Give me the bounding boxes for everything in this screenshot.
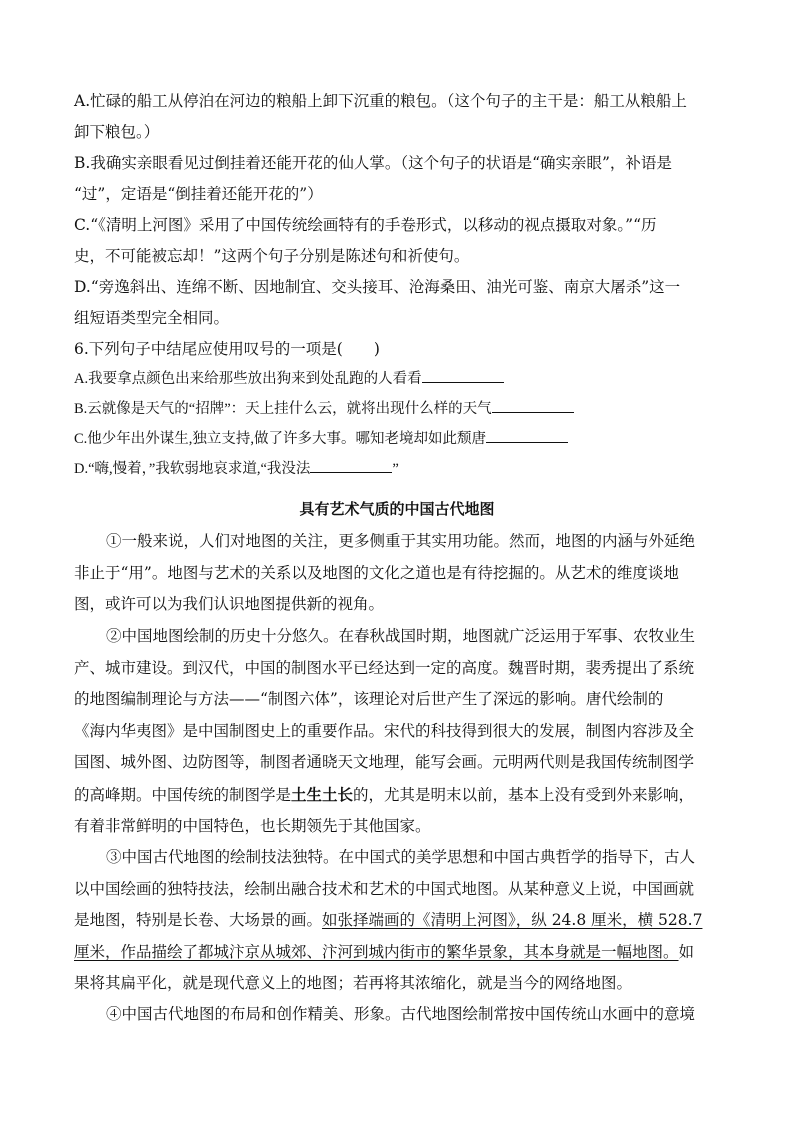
bold-term: 土生土长: [291, 784, 354, 804]
paragraph-1: ①一般来说，人们对地图的关注，更多侧重于其实用功能。然而，地图的内涵与外延绝 非止于“用”。地图与艺术的关系以及地图的文化之道也是有待挖掘的。从艺术的维度谈地 图，或许可以为我们认识地图提供新的视角。: [74, 532, 696, 613]
article-title: 具有艺术气质的中国古代地图: [299, 500, 495, 518]
option-b-line-1: B.我确实亲眼看见过倒挂着还能开花的仙人掌。（这个句子的状语是“确实亲眼”，补语是: [74, 154, 672, 172]
paragraph-4: ④中国古代地图的布局和创作精美、形象。古代地图绘制常按中国传统山水画中的意境: [106, 1005, 696, 1023]
option-a: [74, 86, 730, 148]
option-b-line-2: “过”，定语是“倒挂着还能开花的”）: [74, 185, 323, 203]
underlined-sentence: 如张择端画的《清明上河图》，纵 24.8 厘米，横 528.7: [322, 911, 703, 929]
question-6-option-b: B.云就像是天气的“招牌”：天上挂什么云，就将出现什么样的天气: [74, 394, 730, 425]
option-b: [74, 148, 730, 210]
question-6-stem: 6.下列句子中结尾应使用叹号的一项是( ): [74, 340, 380, 358]
question-6-option-c: C.他少年出外谋生,独立支持,做了许多大事。哪知老境却如此颓唐: [74, 424, 730, 455]
option-a-line-1: A.忙碌的船工从停泊在河边的粮船上卸下沉重的粮包。（这个句子的主干是：船工从粮船上: [74, 92, 687, 110]
paragraph-2: ②中国地图绘制的历史十分悠久。在春秋战国时期，地图就广泛运用于军事、农牧业生 产、城市建设。到汉代，中国的制图水平已经达到一定的高度。魏晋时期，裴秀提出了系统 的地图编制理论与方法——“制图六体”，该理论对后世产生了深远的影响。唐代绘制的 《海内华夷图》是中国制图史上的重要作品。宋代的科技得到很大的发展，制图内容涉及全 国图、城外图、边防图等，制图者通晓天文地理，能写会画。元明两代则是我国传统制图学 的高峰期。中国传统的制图学是土生土长的，尤其是明末以前，基本上没有受到外来影响， 有着非常鲜明的中国特色，也长期领先于其他国家。: [74, 627, 696, 835]
underlined-sentence: 厘米，作品描绘了都城汴京从城郊、汴河到城内街市的繁华景象，其本身就是一幅地图。: [74, 942, 679, 961]
answer-blank: [422, 368, 504, 383]
option-c-line-1: C.“《清明上河图》采用了中国传统绘画特有的手卷形式，以移动的视点摄取对象。”“历: [74, 216, 657, 234]
option-a-line-2: 卸下粮包。）: [74, 123, 160, 141]
question-6-option-d: D.“嗨,慢着，”我软弱地哀求道,“我没法 ”: [74, 454, 730, 485]
option-d: [74, 272, 730, 334]
answer-blank: [310, 458, 392, 473]
answer-blank: [492, 398, 574, 413]
paragraph-3: ③中国古代地图的绘制技法独特。在中国式的美学思想和中国古典哲学的指导下，古人 以中国绘画的独特技法，绘制出融合技术和艺术的中国式地图。从某种意义上说，中国画就 是地图，特别是长卷、大场景的画。如张择端画的《清明上河图》，纵 24.8 厘米，横 528.7 厘米，作品描绘了都城汴京从城郊、汴河到城内街市的繁华景象，其本身就是一幅地图。如 果将其扁平化，就是现代意义上的地图；若再将其浓缩化，就是当今的网络地图。: [74, 848, 703, 992]
option-d-line-2: 组短语类型完全相同。: [74, 309, 230, 327]
question-6-option-a: A.我要拿点颜色出来给那些放出狗来到处乱跑的人看看: [74, 364, 730, 395]
answer-blank: [486, 428, 568, 443]
option-c-line-2: 史，不可能被忘却！”这两个句子分别是陈述句和祈使句。: [74, 247, 470, 265]
option-c: [74, 210, 730, 272]
option-d-line-1: D.“旁逸斜出、连绵不断、因地制宜、交头接耳、沧海桑田、油光可鉴、南京大屠杀”这一: [74, 278, 681, 296]
